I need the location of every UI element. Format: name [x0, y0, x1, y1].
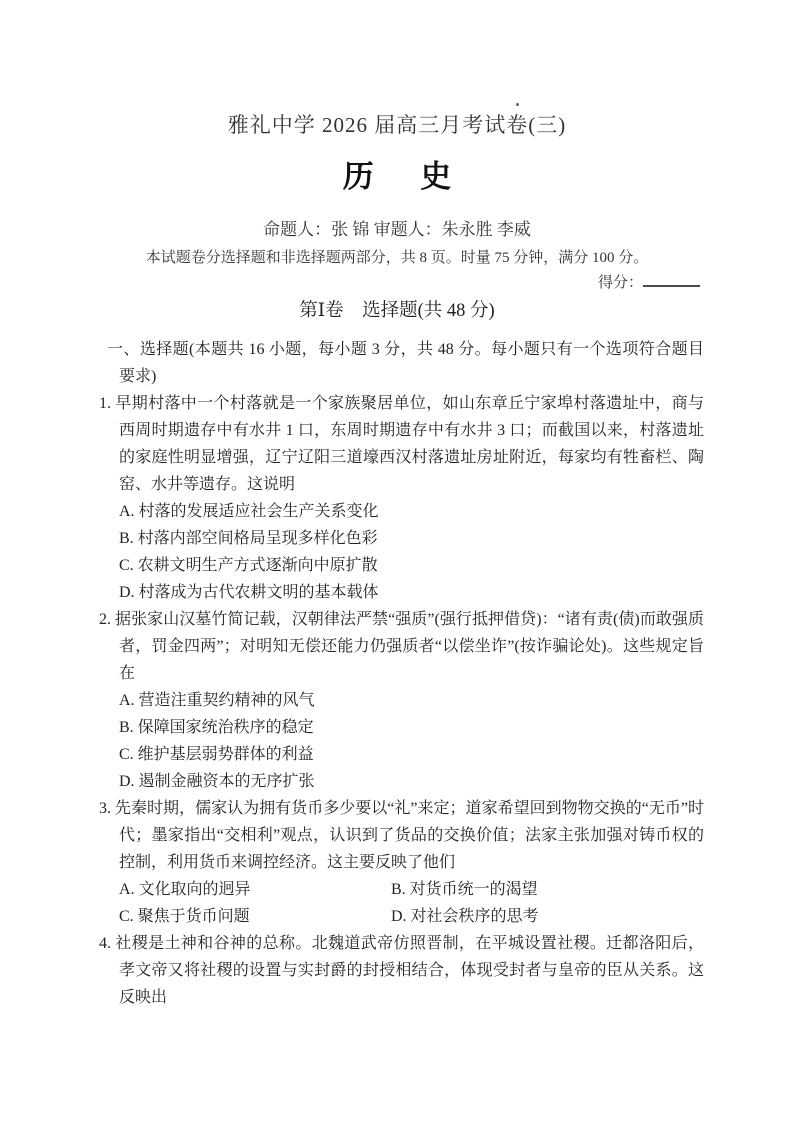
- score-label: 得分：: [597, 275, 643, 291]
- question-2-stem: 2. 据张家山汉墓竹简记载，汉朝律法严禁“强质”(强行抵押借贷)：“诸有责(债)而敢强质者，罚金四两”；对明知无偿还能力仍强质者“以偿坐诈”(按诈骗论处)。这些规定旨在: [99, 611, 704, 682]
- question-1-option-b: B. 村落内部空间格局呈现多样化色彩: [119, 530, 378, 547]
- question-3-options: [119, 876, 704, 930]
- subject-title: 历史: [342, 159, 498, 194]
- question-4: [99, 930, 704, 1011]
- section-1-heading: 第Ⅰ卷 选择题(共 48 分): [299, 301, 495, 321]
- setters-line: 命题人：张 锦 审题人：朱永胜 李威: [263, 220, 531, 239]
- question-1-stem: 1. 早期村落中一个村落就是一个家族聚居单位，如山东章丘宁家埠村落遗址中，商与西周时期遗存中有水井 1 口，东周时期遗存中有水井 3 口；而截国以来，村落遗址的家庭性明显增强，辽宁辽阳三道壕西汉村落遗址房址附近，每家均有牲畜栏、陶窑、水井等遗存。这说明: [99, 395, 704, 493]
- question-3-option-a: A. 文化取向的迥异: [119, 881, 251, 898]
- scan-artifact-dot: [516, 103, 519, 106]
- question-1-options: [119, 498, 704, 606]
- question-2: [99, 606, 704, 795]
- question-1: [99, 390, 704, 606]
- exam-note-line: 本试题卷分选择题和非选择题两部分，共 8 页。时量 75 分钟，满分 100 分。: [145, 250, 649, 266]
- question-2-option-a: A. 营造注重契约精神的风气: [119, 692, 315, 709]
- question-3-stem: 3. 先秦时期，儒家认为拥有货币多少要以“礼”来定；道家希望回到物物交换的“无币”时代；墨家指出“交相利”观点，认识到了货品的交换价值；法家主张加强对铸币权的控制，利用货币来调控经济。这主要反映了他们: [99, 800, 704, 871]
- question-3-option-b: B. 对货币统一的渴望: [391, 881, 538, 898]
- question-2-options: [119, 687, 704, 795]
- question-3: [99, 795, 704, 930]
- question-1-option-a: A. 村落的发展适应社会生产关系变化: [119, 503, 379, 520]
- question-2-option-d: D. 遏制金融资本的无序扩张: [119, 773, 315, 790]
- question-2-option-c: C. 维护基层弱势群体的利益: [119, 746, 314, 763]
- score-blank-line: [643, 272, 700, 287]
- part-1-intro: 一、选择题(本题共 16 小题，每小题 3 分，共 48 分。每小题只有一个选项符合题目要求): [107, 341, 704, 385]
- question-4-stem: 4. 社稷是土神和谷神的总称。北魏道武帝仿照晋制，在平城设置社稷。迁都洛阳后，孝文帝又将社稷的设置与实封爵的封授相结合，体现受封者与皇帝的臣从关系。这反映出: [99, 935, 704, 1006]
- question-2-option-b: B. 保障国家统治秩序的稳定: [119, 719, 314, 736]
- score-row: [0, 272, 794, 293]
- question-1-option-c: C. 农耕文明生产方式逐渐向中原扩散: [119, 557, 378, 574]
- question-1-option-d: D. 村落成为古代农耕文明的基本载体: [119, 584, 379, 601]
- school-title: 雅礼中学 2026 届高三月考试卷(三): [227, 113, 567, 137]
- paper-body: [0, 336, 794, 1011]
- question-3-option-d: D. 对社会秩序的思考: [391, 908, 539, 925]
- question-3-option-c: C. 聚焦于货币问题: [119, 908, 250, 925]
